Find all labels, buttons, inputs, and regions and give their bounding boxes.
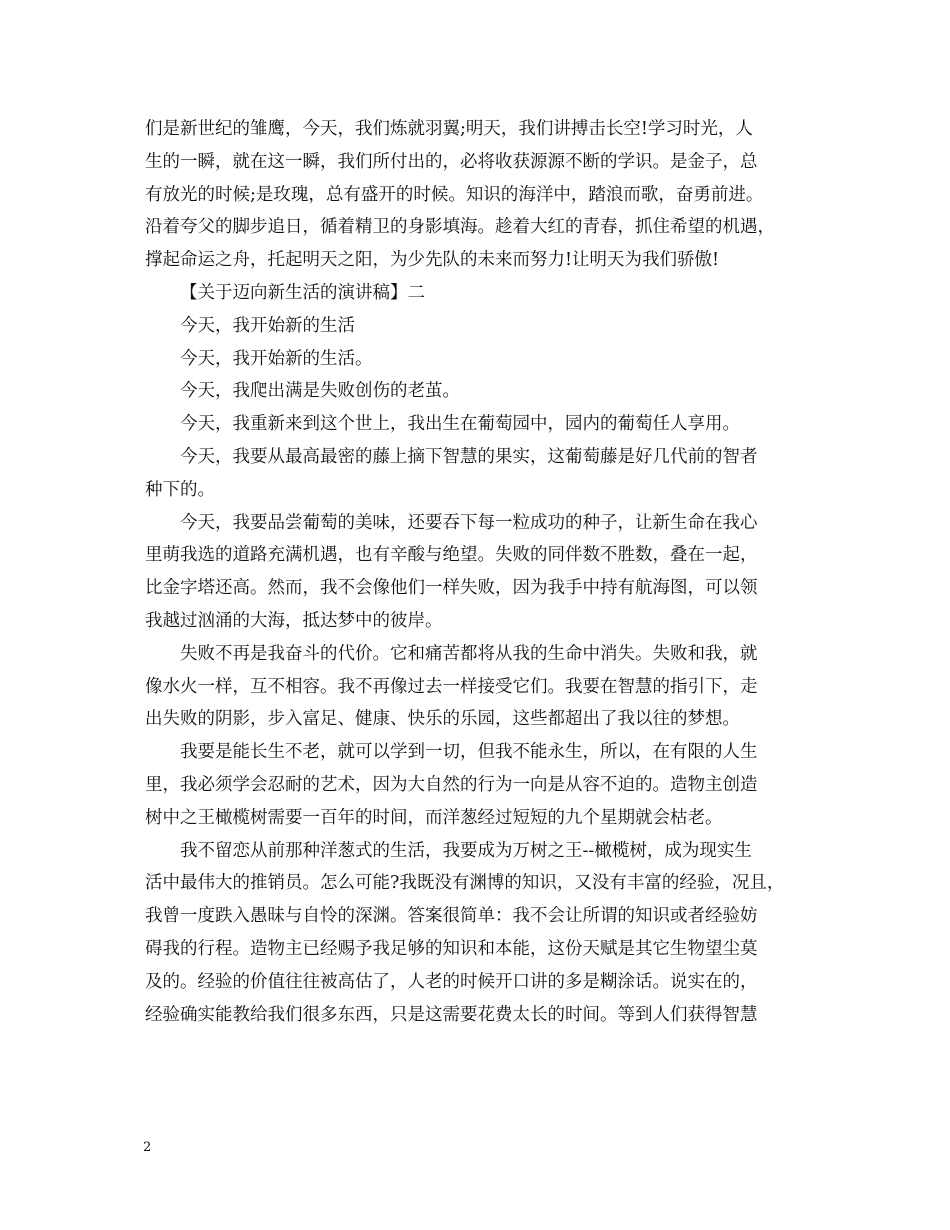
text-line: 生的一瞬，就在这一瞬，我们所付出的，必将收获源源不断的学识。是金子，总	[145, 151, 758, 172]
paragraph-start-line: 【关于迈向新生活的演讲稿】二	[180, 282, 425, 303]
text-line: 像水火一样，互不相容。我不再像过去一样接受它们。我要在智慧的指引下，走	[145, 676, 758, 697]
paragraph-start-line: 今天，我开始新的生活。	[180, 348, 373, 369]
text-line: 树中之王橄榄树需要一百年的时间，而洋葱经过短短的九个星期就会枯老。	[145, 807, 723, 828]
text-line: 我越过汹涌的大海，抵达梦中的彼岸。	[145, 610, 443, 631]
text-line: 里，我必须学会忍耐的艺术，因为大自然的行为一向是从容不迫的。造物主创造	[145, 774, 758, 795]
text-line: 沿着夸父的脚步追日，循着精卫的身影填海。趁着大红的青春，抓住希望的机遇，	[145, 217, 775, 238]
body-text	[145, 113, 825, 1031]
paragraph-start-line: 失败不再是我奋斗的代价。它和痛苦都将从我的生命中消失。失败和我，就	[180, 643, 758, 664]
text-line: 出失败的阴影，步入富足、健康、快乐的乐园，这些都超出了我以往的梦想。	[145, 709, 740, 730]
paragraph-start-line: 今天，我重新来到这个世上，我出生在葡萄园中，园内的葡萄任人享用。	[180, 414, 740, 435]
paragraph-start-line: 今天，我要品尝葡萄的美味，还要吞下每一粒成功的种子，让新生命在我心	[180, 512, 758, 533]
paragraph-start-line: 今天，我开始新的生活	[180, 315, 355, 336]
text-line: 撑起命运之舟，托起明天之阳，为少先队的未来而努力!让明天为我们骄傲!	[145, 250, 720, 271]
text-line: 种下的。	[145, 479, 215, 500]
text-line: 比金字塔还高。然而，我不会像他们一样失败，因为我手中持有航海图，可以领	[145, 578, 758, 599]
text-line: 们是新世纪的雏鹰，今天，我们炼就羽翼;明天，我们讲搏击长空!学习时光，人	[145, 119, 753, 139]
text-line: 碍我的行程。造物主已经赐予我足够的知识和本能，这份天赋是其它生物望尘莫	[145, 938, 758, 959]
paragraph-start-line: 今天，我要从最高最密的藤上摘下智慧的果实，这葡萄藤是好几代前的智者	[180, 446, 758, 467]
text-line: 里萌我选的道路充满机遇，也有辛酸与绝望。失败的同伴数不胜数，叠在一起，	[145, 545, 758, 566]
text-line: 经验确实能教给我们很多东西，只是这需要花费太长的时间。等到人们获得智慧	[145, 1004, 758, 1025]
paragraph-start-line: 我要是能长生不老，就可以学到一切，但我不能永生，所以，在有限的人生	[180, 742, 758, 763]
paragraph-start-line: 今天，我爬出满是失败创伤的老茧。	[180, 381, 460, 402]
text-line: 及的。经验的价值往往被高估了，人老的时候开口讲的多是糊涂话。说实在的，	[145, 971, 758, 992]
paragraph-start-line: 我不留恋从前那种洋葱式的生活，我要成为万树之王--橄榄树，成为现实生	[180, 840, 752, 861]
text-line: 我曾一度跌入愚昧与自怜的深渊。答案很简单：我不会让所谓的知识或者经验妨	[145, 906, 758, 927]
page-number: 2	[143, 1140, 152, 1155]
text-line: 有放光的时候;是玫瑰，总有盛开的时候。知识的海洋中，踏浪而歌，奋勇前进。	[145, 184, 764, 205]
text-line: 活中最伟大的推销员。怎么可能?我既没有渊博的知识，又没有丰富的经验，况且，	[145, 873, 785, 894]
